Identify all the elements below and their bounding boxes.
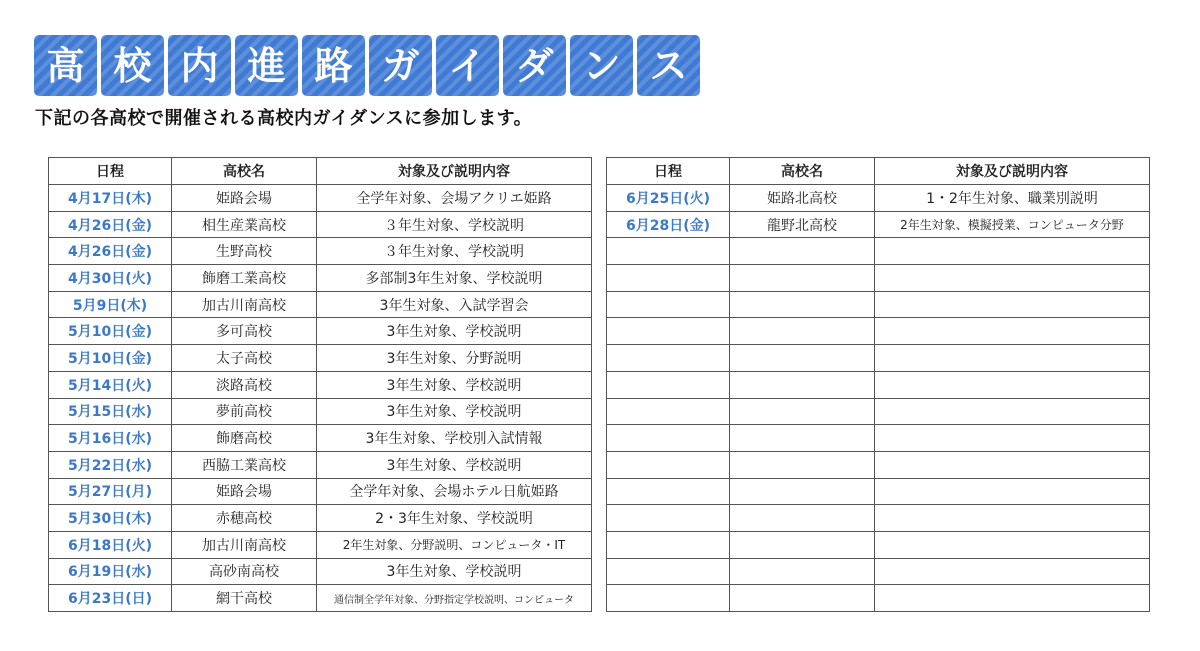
date-cell: 4月17日(木) [49, 185, 172, 212]
title-tile: 内 [168, 35, 231, 96]
school-cell [730, 371, 875, 398]
date-cell [607, 371, 730, 398]
page-title [34, 35, 700, 96]
school-cell: 淡路高校 [172, 371, 317, 398]
school-cell: 多可高校 [172, 318, 317, 345]
date-cell [607, 478, 730, 505]
table-header-row [49, 158, 592, 185]
table-row [607, 425, 1150, 452]
content-cell: 3年生対象、学校説明 [317, 558, 592, 585]
school-cell: 高砂南高校 [172, 558, 317, 585]
school-cell [730, 238, 875, 265]
content-cell: 全学年対象、会場アクリエ姫路 [317, 185, 592, 212]
date-cell: 5月10日(金) [49, 318, 172, 345]
content-cell [875, 531, 1150, 558]
date-cell [607, 345, 730, 372]
table-row [49, 531, 592, 558]
school-cell: 太子高校 [172, 345, 317, 372]
content-cell: 3年生対象、学校別入試情報 [317, 425, 592, 452]
date-cell [607, 238, 730, 265]
school-cell: 生野高校 [172, 238, 317, 265]
school-cell [730, 505, 875, 532]
date-cell: 5月22日(水) [49, 451, 172, 478]
header-school: 高校名 [730, 158, 875, 185]
content-cell: 3年生対象、学校説明 [317, 371, 592, 398]
content-cell [875, 478, 1150, 505]
content-cell [875, 238, 1150, 265]
date-cell: 5月15日(水) [49, 398, 172, 425]
content-cell: 2・3年生対象、学校説明 [317, 505, 592, 532]
table-row [49, 585, 592, 612]
header-school: 高校名 [172, 158, 317, 185]
date-cell: 5月27日(月) [49, 478, 172, 505]
content-cell: 3年生対象、学校説明 [317, 451, 592, 478]
school-cell [730, 478, 875, 505]
title-tile: ス [637, 35, 700, 96]
table-row [607, 585, 1150, 612]
schedule-table-right [606, 157, 1150, 612]
date-cell: 5月30日(木) [49, 505, 172, 532]
table-row [49, 291, 592, 318]
content-cell: ３年生対象、学校説明 [317, 238, 592, 265]
table-row [607, 505, 1150, 532]
table-row [607, 238, 1150, 265]
school-cell: 飾磨工業高校 [172, 265, 317, 292]
title-tile: ダ [503, 35, 566, 96]
header-content: 対象及び説明内容 [317, 158, 592, 185]
school-cell [730, 585, 875, 612]
table-header-row [607, 158, 1150, 185]
table-row [49, 318, 592, 345]
date-cell [607, 451, 730, 478]
table-row [49, 398, 592, 425]
school-cell: 夢前高校 [172, 398, 317, 425]
table-row [49, 505, 592, 532]
content-cell: 3年生対象、分野説明 [317, 345, 592, 372]
school-cell [730, 265, 875, 292]
date-cell: 5月9日(木) [49, 291, 172, 318]
table-row [49, 185, 592, 212]
date-cell [607, 398, 730, 425]
date-cell: 6月18日(火) [49, 531, 172, 558]
school-cell: 姫路会場 [172, 185, 317, 212]
school-cell: 加古川南高校 [172, 291, 317, 318]
date-cell: 4月30日(火) [49, 265, 172, 292]
school-cell [730, 345, 875, 372]
date-cell: 5月16日(水) [49, 425, 172, 452]
title-tile: 進 [235, 35, 298, 96]
schedule-table-left [48, 157, 592, 612]
header-date: 日程 [607, 158, 730, 185]
header-content: 対象及び説明内容 [875, 158, 1150, 185]
school-cell [730, 318, 875, 345]
content-cell [875, 318, 1150, 345]
content-cell [875, 558, 1150, 585]
school-cell [730, 425, 875, 452]
content-cell: 2年生対象、分野説明、コンピュータ・IT [317, 531, 592, 558]
date-cell: 5月10日(金) [49, 345, 172, 372]
table-row [49, 425, 592, 452]
table-row [49, 211, 592, 238]
table-row [607, 185, 1150, 212]
date-cell: 6月23日(日) [49, 585, 172, 612]
content-cell: 通信制全学年対象、分野指定学校説明、コンピュータ [317, 585, 592, 612]
date-cell: 6月19日(水) [49, 558, 172, 585]
date-cell: 6月28日(金) [607, 211, 730, 238]
content-cell: 多部制3年生対象、学校説明 [317, 265, 592, 292]
title-tile: ガ [369, 35, 432, 96]
date-cell [607, 558, 730, 585]
title-tile: 高 [34, 35, 97, 96]
school-cell: 龍野北高校 [730, 211, 875, 238]
title-tile: ン [570, 35, 633, 96]
content-cell: ３年生対象、学校説明 [317, 211, 592, 238]
content-cell [875, 505, 1150, 532]
table-row [49, 238, 592, 265]
school-cell [730, 531, 875, 558]
table-row [607, 451, 1150, 478]
school-cell [730, 558, 875, 585]
table-row [49, 451, 592, 478]
table-row [607, 345, 1150, 372]
table-row [607, 291, 1150, 318]
content-cell [875, 291, 1150, 318]
content-cell [875, 265, 1150, 292]
date-cell: 6月25日(火) [607, 185, 730, 212]
content-cell: 3年生対象、学校説明 [317, 318, 592, 345]
content-cell: 全学年対象、会場ホテル日航姫路 [317, 478, 592, 505]
school-cell: 飾磨高校 [172, 425, 317, 452]
content-cell: 3年生対象、入試学習会 [317, 291, 592, 318]
content-cell [875, 451, 1150, 478]
header-date: 日程 [49, 158, 172, 185]
content-cell: 2年生対象、模擬授業、コンピュータ分野 [875, 211, 1150, 238]
date-cell: 5月14日(火) [49, 371, 172, 398]
table-row [49, 345, 592, 372]
school-cell: 加古川南高校 [172, 531, 317, 558]
table-row [49, 478, 592, 505]
content-cell [875, 425, 1150, 452]
table-row [607, 265, 1150, 292]
title-tile: イ [436, 35, 499, 96]
school-cell: 姫路会場 [172, 478, 317, 505]
date-cell [607, 531, 730, 558]
content-cell [875, 371, 1150, 398]
table-row [607, 478, 1150, 505]
date-cell [607, 585, 730, 612]
content-cell: 3年生対象、学校説明 [317, 398, 592, 425]
table-row [607, 531, 1150, 558]
title-tile: 路 [302, 35, 365, 96]
table-row [607, 558, 1150, 585]
date-cell: 4月26日(金) [49, 211, 172, 238]
date-cell [607, 505, 730, 532]
subtitle: 下記の各高校で開催される高校内ガイダンスに参加します。 [35, 108, 533, 129]
school-cell: 網干高校 [172, 585, 317, 612]
table-row [607, 211, 1150, 238]
title-tile: 校 [101, 35, 164, 96]
table-row [607, 371, 1150, 398]
school-cell: 西脇工業高校 [172, 451, 317, 478]
date-cell [607, 425, 730, 452]
table-row [49, 371, 592, 398]
date-cell [607, 318, 730, 345]
date-cell [607, 265, 730, 292]
school-cell: 姫路北高校 [730, 185, 875, 212]
date-cell [607, 291, 730, 318]
date-cell: 4月26日(金) [49, 238, 172, 265]
table-row [607, 318, 1150, 345]
school-cell [730, 451, 875, 478]
table-row [607, 398, 1150, 425]
school-cell [730, 291, 875, 318]
school-cell: 赤穂高校 [172, 505, 317, 532]
content-cell [875, 345, 1150, 372]
table-row [49, 265, 592, 292]
content-cell: 1・2年生対象、職業別説明 [875, 185, 1150, 212]
table-row [49, 558, 592, 585]
content-cell [875, 398, 1150, 425]
school-cell [730, 398, 875, 425]
content-cell [875, 585, 1150, 612]
school-cell: 相生産業高校 [172, 211, 317, 238]
